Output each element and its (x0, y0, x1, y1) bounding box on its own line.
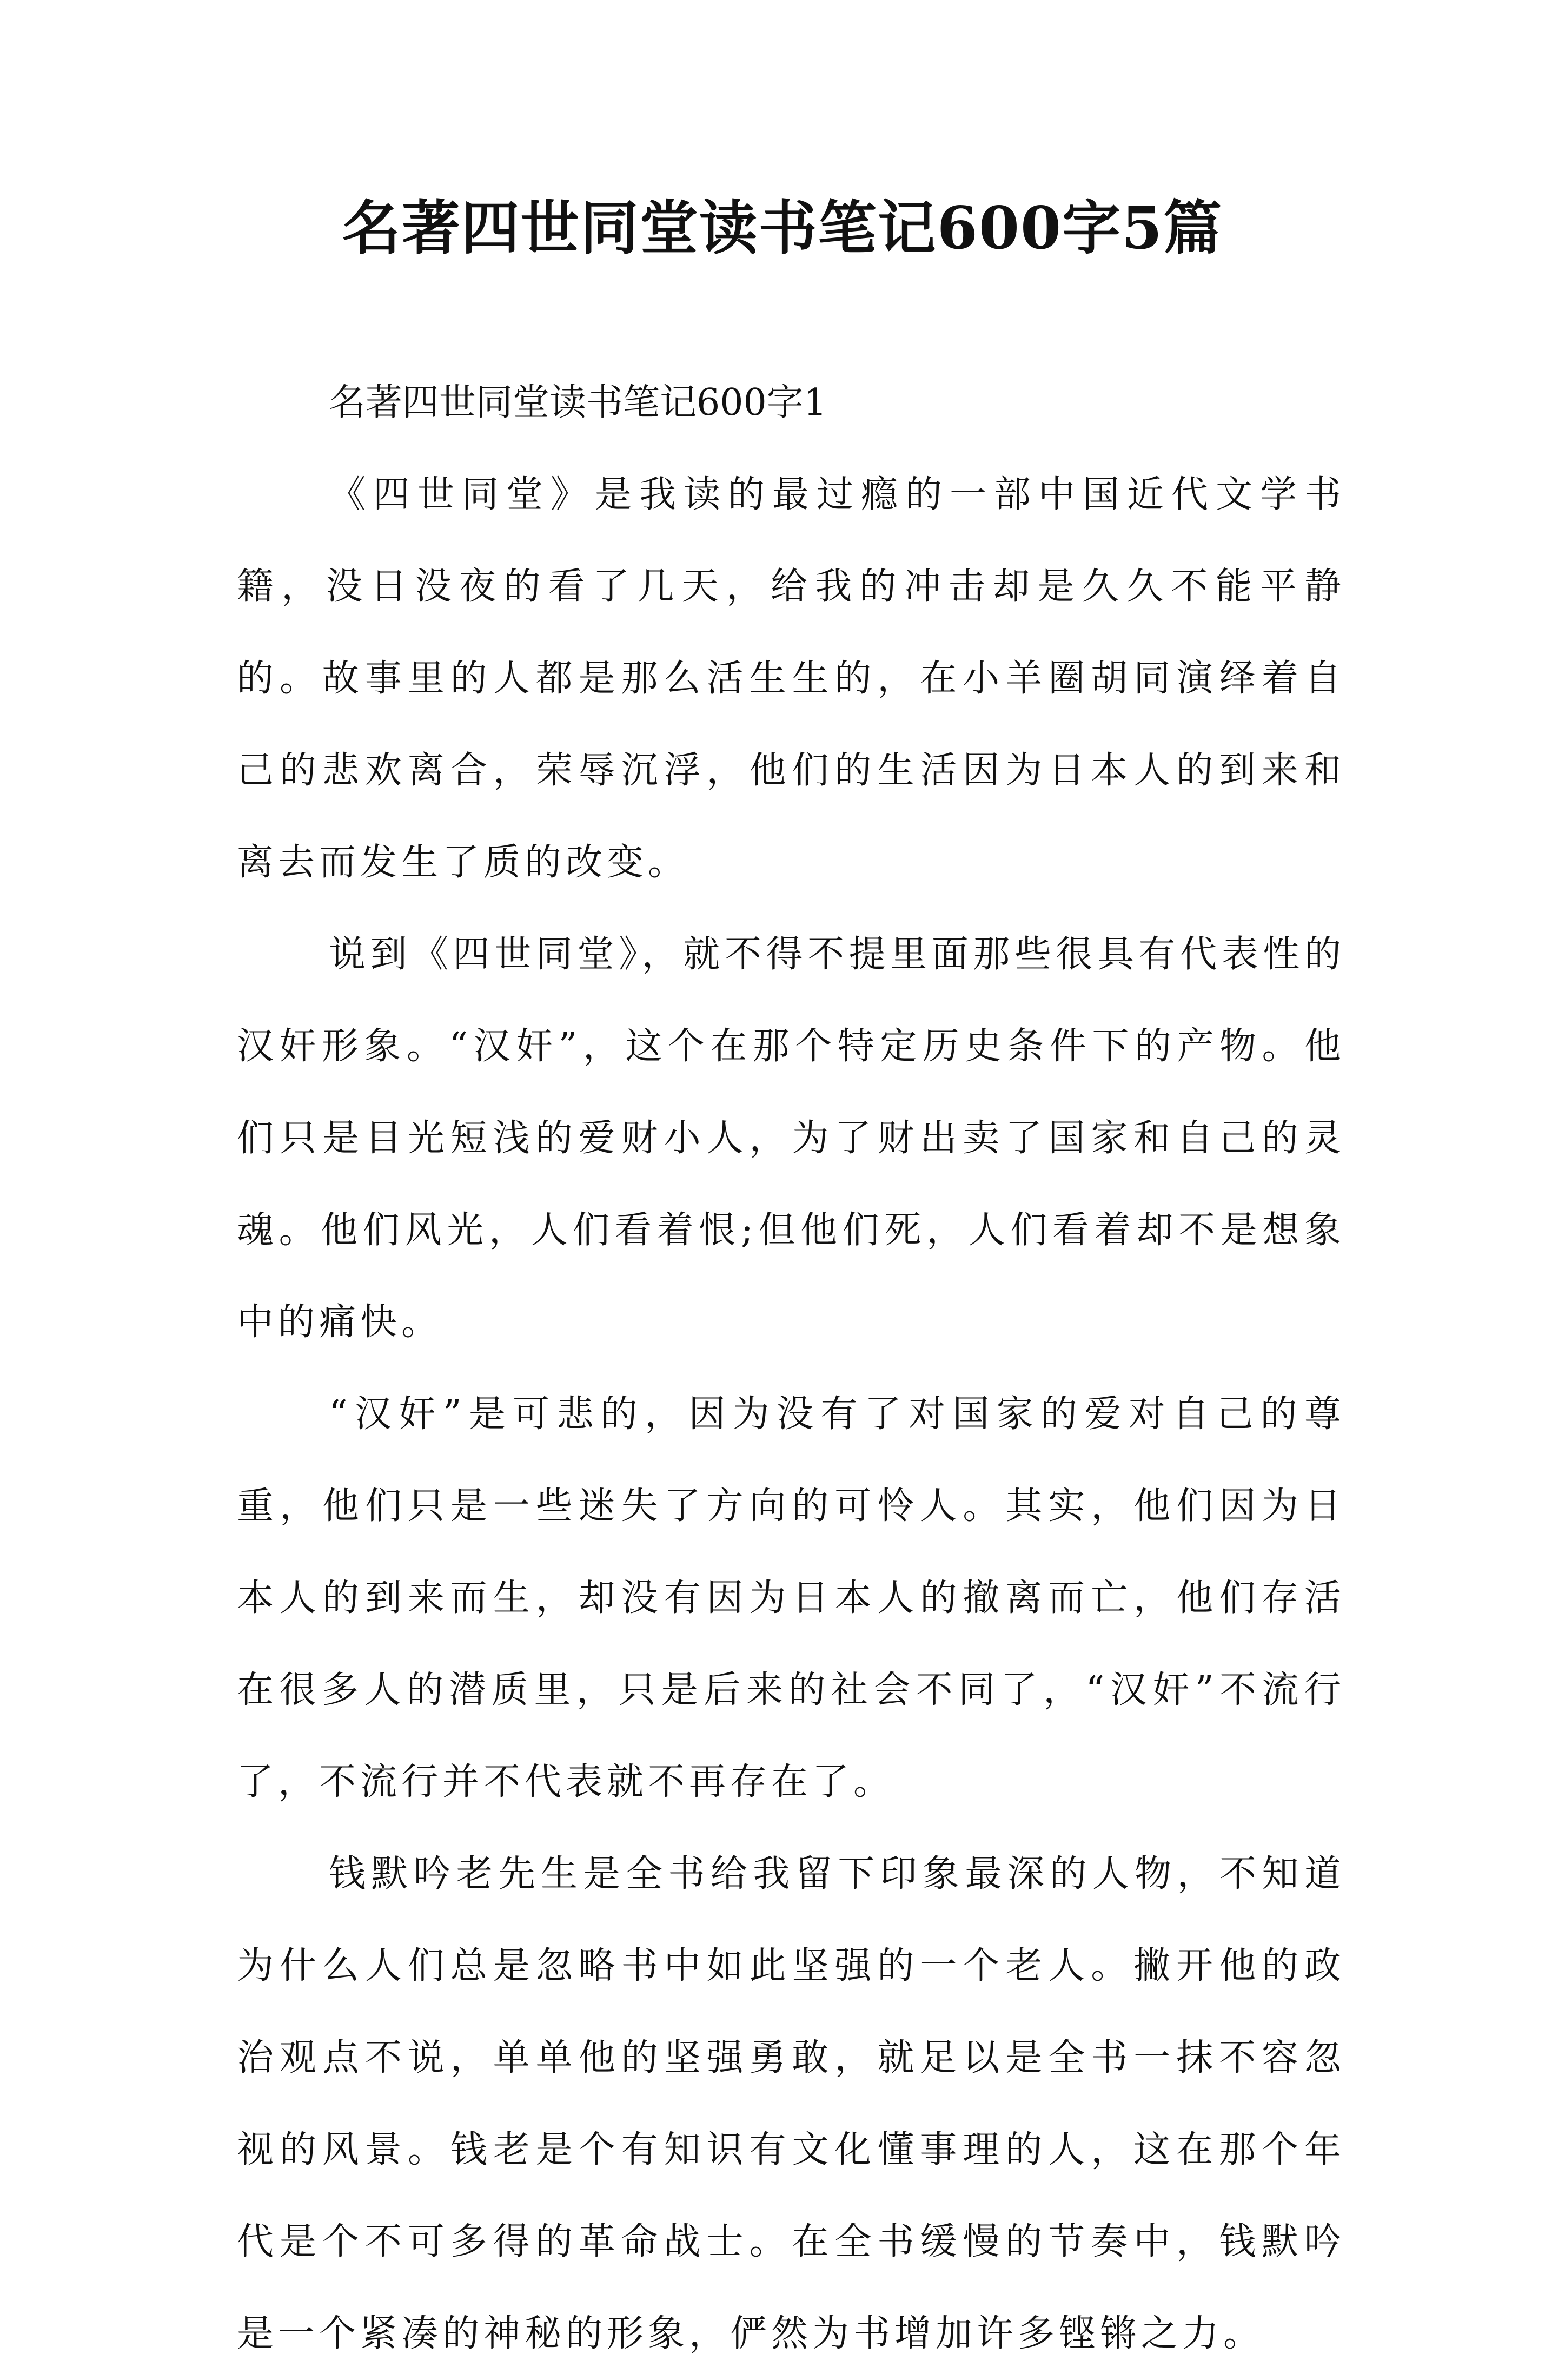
paragraph: 《四世同堂》是我读的最过瘾的一部中国近代文学书籍，没日没夜的看了几天，给我的冲击却是久久不能平静的。故事里的人都是那么活生生的，在小羊圈胡同演绎着自己的悲欢离合，荣辱沉浮，他们的生活因为日本人的到来和离去而发生了质的改变。 (237, 473, 1345, 884)
paragraph: 说到《四世同堂》，就不得不提里面那些很具有代表性的汉奸形象。“汉奸”，这个在那个特定历史条件下的产物。他们只是目光短浅的爱财小人，为了财出卖了国家和自己的灵魂。他们风光，人们看着恨;但他们死，人们看着却不是想象中的痛快。 (237, 933, 1345, 1344)
paragraph: “汉奸”是可悲的，因为没有了对国家的爱对自己的尊重，他们只是一些迷失了方向的可怜人。其实，他们因为日本人的到来而生，却没有因为日本人的撤离而亡，他们存活在很多人的潜质里，只是后来的社会不同了，“汉奸”不流行了，不流行并不代表就不再存在了。 (237, 1393, 1345, 1803)
paragraph: 钱默吟老先生是全书给我留下印象最深的人物，不知道为什么人们总是忽略书中如此坚强的一个老人。撇开他的政治观点不说，单单他的坚强勇敢，就足以是全书一抹不容忽视的风景。钱老是个有知识有文化懂事理的人，这在那个年代是个不可多得的革命战士。在全书缓慢的节奏中，钱默吟是一个紧凑的神秘的形象，俨然为书增加许多铿锵之力。 (237, 1853, 1345, 2355)
document-body (237, 357, 1345, 2380)
section-heading: 名著四世同堂读书笔记600字1 (329, 381, 827, 424)
document-title: 名著四世同堂读书笔记600字5篇 (342, 194, 1223, 262)
